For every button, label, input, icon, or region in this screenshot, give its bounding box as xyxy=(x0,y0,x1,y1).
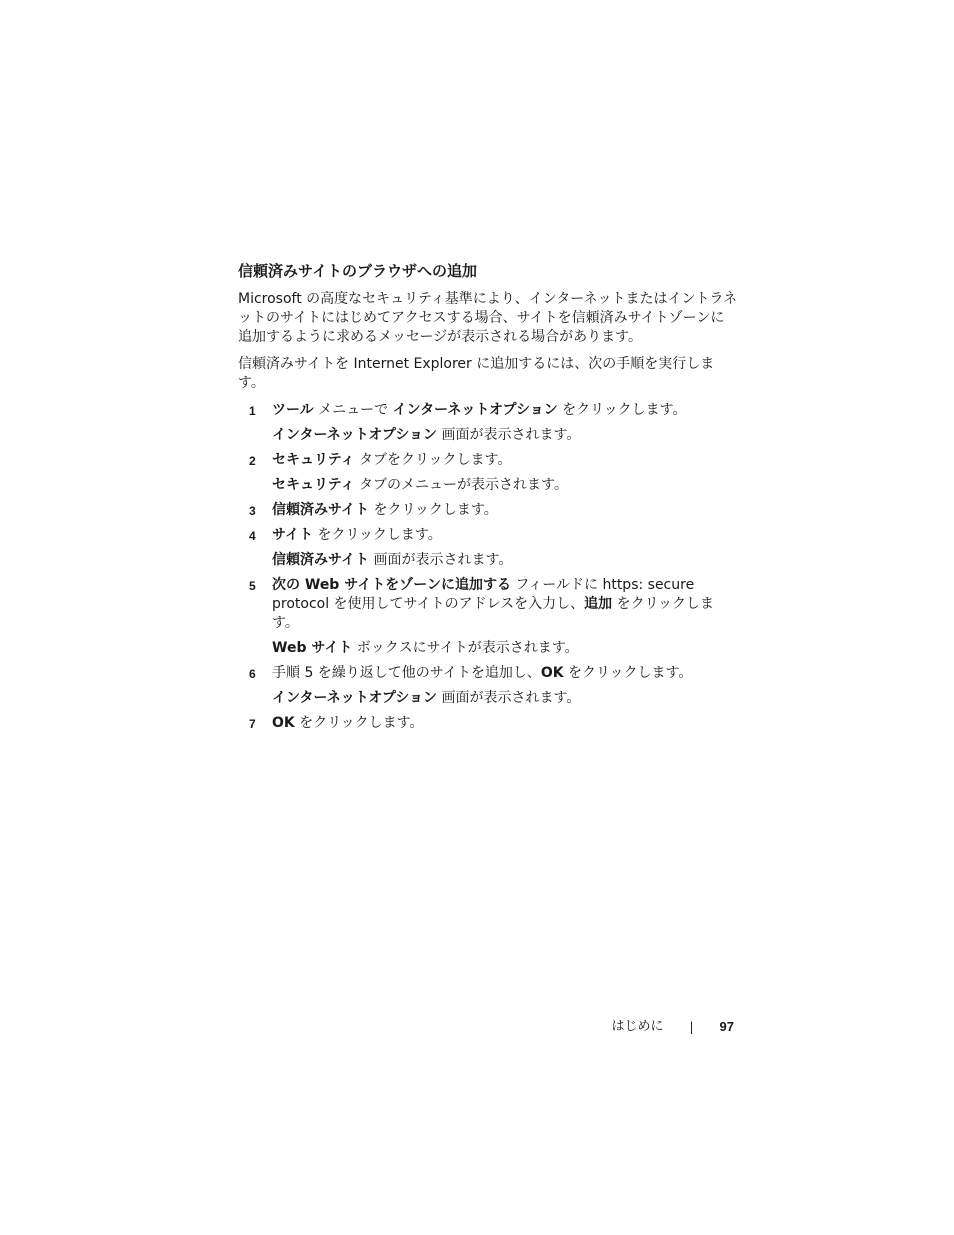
step-1 xyxy=(238,401,738,445)
step-2 xyxy=(238,451,738,495)
step-number: 6 xyxy=(249,667,256,681)
step-result: Web サイト ボックスにサイトが表示されます。 xyxy=(272,640,579,656)
step-result: 信頼済みサイト 画面が表示されます。 xyxy=(272,552,513,568)
ui-term: インターネットオプション xyxy=(272,427,438,443)
steps-list xyxy=(238,401,738,733)
step-5 xyxy=(238,576,738,658)
step-instruction: ツール メニューで インターネットオプション をクリックします。 xyxy=(272,402,687,418)
footer-section-name: はじめに xyxy=(611,1019,664,1034)
ui-term: サイト xyxy=(272,527,314,543)
intro-paragraph: Microsoft の高度なセキュリティ基準により、インターネットまたはイントラネットのサイトにはじめてアクセスする場合、サイトを信頼済みサイトゾーンに追加するように求めるメッセージが表示される場合があります。 xyxy=(238,291,738,345)
ui-term: 次の Web サイトをゾーンに追加する xyxy=(272,577,511,593)
step-instruction: 次の Web サイトをゾーンに追加する フィールドに https: secure protocol を使用してサイトのアドレスを入力し、追加 をクリックします。 xyxy=(272,577,715,631)
step-number: 4 xyxy=(249,529,256,543)
ui-term: インターネットオプション xyxy=(392,402,558,418)
ui-term: ツール xyxy=(272,402,314,418)
ui-term: セキュリティ xyxy=(272,477,355,493)
step-instruction: 手順 5 を繰り返して他のサイトを追加し、OK をクリックします。 xyxy=(272,665,693,681)
page-content xyxy=(238,260,738,739)
footer-separator: | xyxy=(689,1020,694,1034)
step-7 xyxy=(238,714,738,733)
step-instruction: セキュリティ タブをクリックします。 xyxy=(272,452,512,468)
step-result: インターネットオプション 画面が表示されます。 xyxy=(272,427,581,443)
step-number: 2 xyxy=(249,454,256,468)
step-instruction: サイト をクリックします。 xyxy=(272,527,442,543)
ui-term: Web サイト xyxy=(272,640,353,656)
step-result: セキュリティ タブのメニューが表示されます。 xyxy=(272,477,568,493)
ui-term: OK xyxy=(540,665,564,681)
step-number: 7 xyxy=(249,717,256,731)
step-4 xyxy=(238,526,738,570)
ui-term: 信頼済みサイト xyxy=(272,502,370,518)
step-number: 3 xyxy=(249,504,256,518)
step-instruction: 信頼済みサイト をクリックします。 xyxy=(272,502,498,518)
step-number: 5 xyxy=(249,579,256,593)
step-6 xyxy=(238,664,738,708)
page-footer xyxy=(611,1018,734,1036)
section-heading: 信頼済みサイトのブラウザへの追加 xyxy=(238,262,477,280)
ui-term: セキュリティ xyxy=(272,452,355,468)
ui-term: 信頼済みサイト xyxy=(272,552,370,568)
ui-term: インターネットオプション xyxy=(272,690,438,706)
ui-term: OK xyxy=(272,715,295,731)
ui-term: 追加 xyxy=(584,596,613,612)
step-number: 1 xyxy=(249,404,256,418)
page-number: 97 xyxy=(719,1019,734,1034)
step-instruction: OK をクリックします。 xyxy=(272,715,424,731)
step-3 xyxy=(238,501,738,520)
instructions-paragraph: 信頼済みサイトを Internet Explorer に追加するには、次の手順を実行します。 xyxy=(238,356,715,391)
step-result: インターネットオプション 画面が表示されます。 xyxy=(272,690,581,706)
